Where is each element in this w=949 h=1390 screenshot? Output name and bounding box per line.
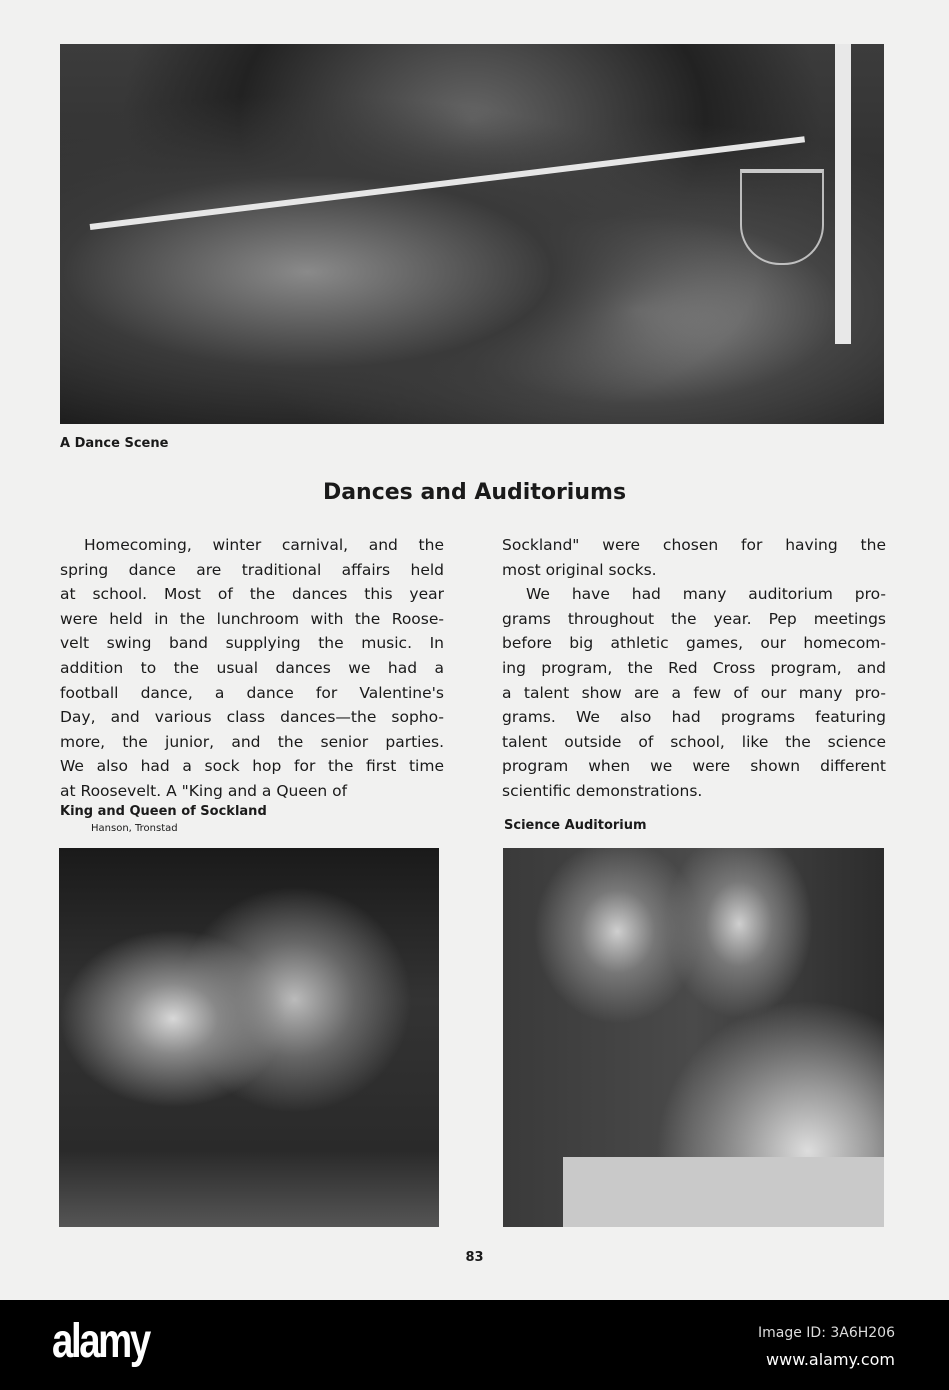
body-column-left (60, 533, 444, 804)
dance-scene-caption: A Dance Scene (60, 436, 169, 451)
text-line: most original socks. (502, 560, 657, 579)
text-line: ing program, the Red Cross program, and (502, 658, 886, 677)
watermark-banner (0, 1300, 949, 1390)
text-line: spring dance are traditional affairs held (60, 560, 444, 579)
science-caption: Science Auditorium (504, 818, 647, 833)
text-line: football dance, a dance for Valentine's (60, 683, 444, 702)
page-number: 83 (465, 1250, 484, 1265)
text-line: program when we were shown different (502, 757, 886, 776)
text-line: before big athletic games, our homecom- (502, 634, 886, 653)
text-line: We have had many auditorium pro- (526, 585, 886, 604)
text-line: at Roosevelt. A "King and a Queen of (60, 781, 348, 800)
text-line: Sockland" were chosen for having the (502, 536, 886, 554)
text-line: grams throughout the year. Pep meetings (502, 609, 886, 628)
text-line: scientific demonstrations. (502, 781, 703, 800)
king-queen-names: Hanson, Tronstad (91, 823, 178, 834)
text-line: were held in the lunchroom with the Roose- (60, 609, 444, 628)
text-line: more, the junior, and the senior parties. (60, 732, 444, 751)
science-auditorium-photo (503, 848, 884, 1227)
basketball-hoop (740, 169, 824, 265)
page-title: Dances and Auditoriums (322, 480, 627, 505)
text-line: addition to the usual dances we had a (60, 658, 444, 677)
site-url: www.alamy.com (766, 1350, 895, 1369)
body-column-right (502, 533, 886, 804)
image-id: Image ID: 3A6H206 (757, 1325, 895, 1341)
dance-scene-photo (60, 44, 884, 424)
text-line: grams. We also had programs featuring (502, 708, 886, 727)
text-line: We also had a sock hop for the first time (60, 757, 444, 776)
text-line: Homecoming, winter carnival, and the (84, 536, 444, 554)
text-line: a talent show are a few of our many pro- (502, 683, 886, 702)
text-line: talent outside of school, like the science (502, 732, 886, 751)
text-line: velt swing band supplying the music. In (60, 634, 444, 653)
text-line: Day, and various class dances—the sopho- (60, 708, 444, 727)
king-queen-caption: King and Queen of Sockland (60, 804, 267, 819)
king-queen-photo (59, 848, 439, 1227)
alamy-logo: alamy (52, 1315, 149, 1368)
text-line: at school. Most of the dances this year (60, 585, 444, 604)
